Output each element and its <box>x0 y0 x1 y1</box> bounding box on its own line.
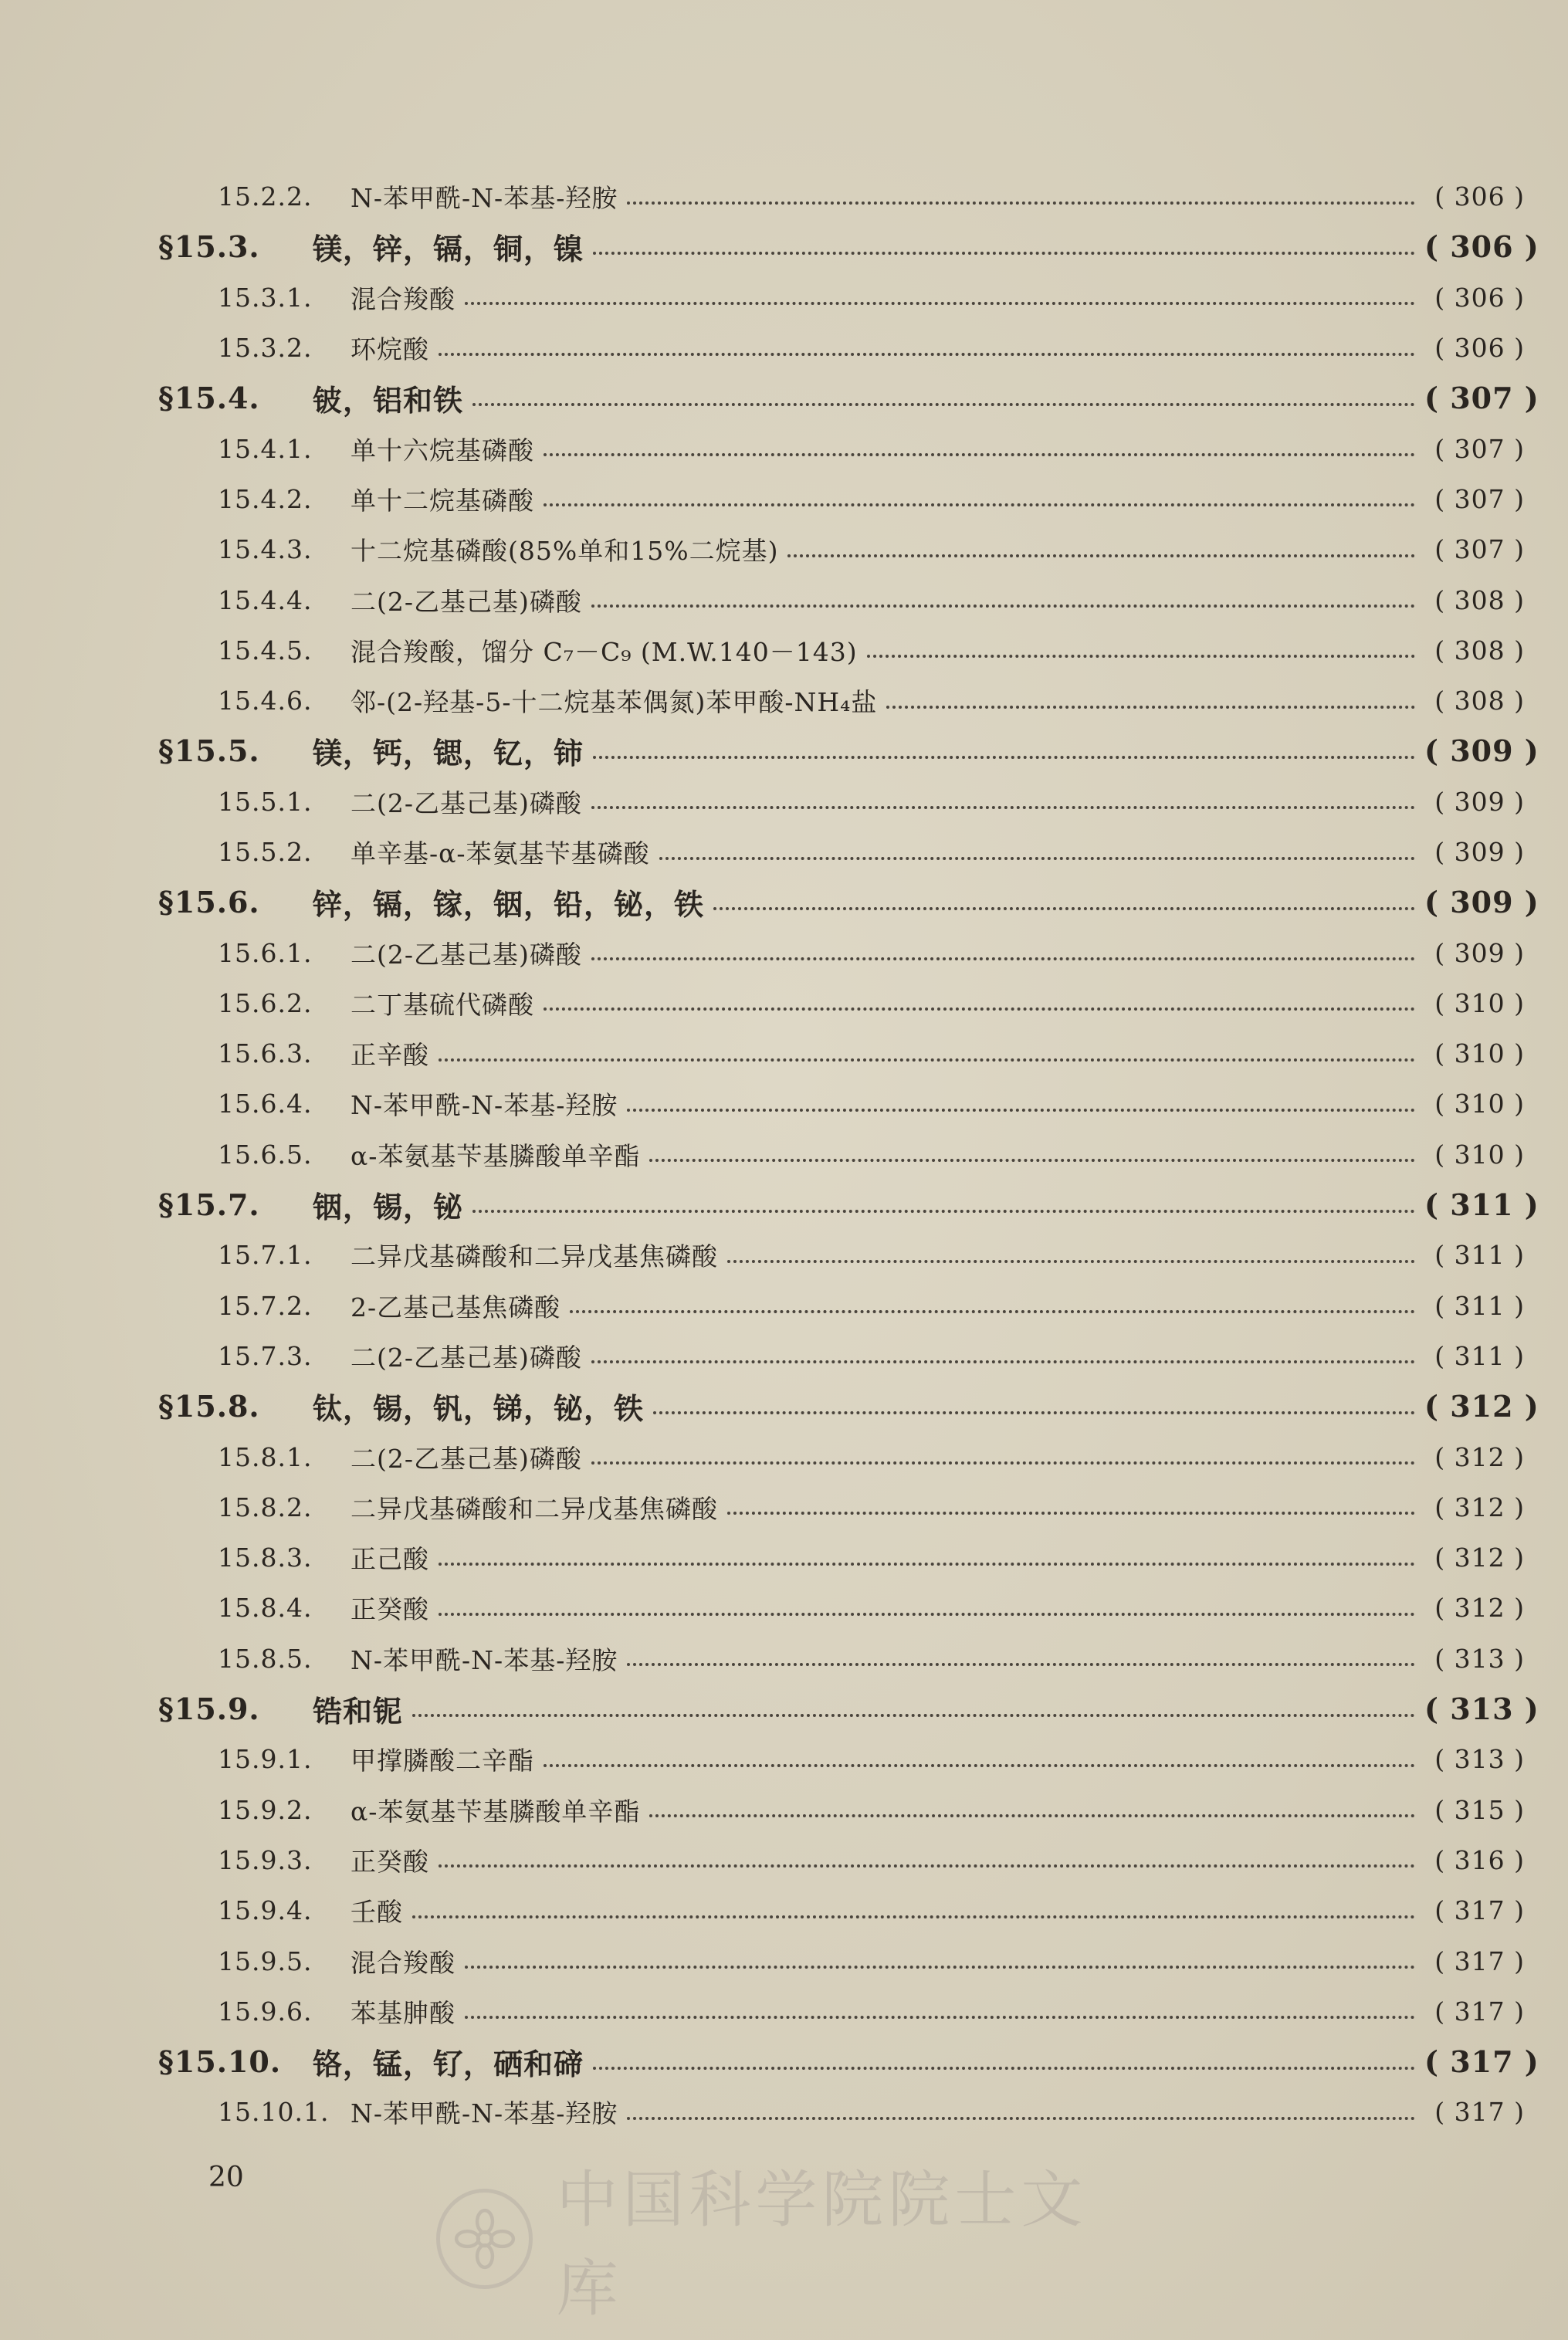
entry-number: 15.10.1. <box>218 2097 330 2128</box>
entry-number: 15.6.1. <box>218 937 313 968</box>
toc-section-entry <box>158 1180 1539 1230</box>
entry-title: N-苯甲酰-N-苯基-羟胺 <box>351 183 618 214</box>
entry-number: 15.8.3. <box>218 1543 313 1573</box>
toc-subsection-entry <box>158 323 1525 373</box>
dot-leader <box>627 201 1415 205</box>
entry-page-ref: ( 317 ) <box>1424 2044 1539 2080</box>
entry-title: 锌，镉，镓，铟，铅，铋，铁 <box>313 887 705 923</box>
entry-title: 环烷酸 <box>351 334 429 365</box>
entry-title: 单辛基-α-苯氨基苄基磷酸 <box>351 838 650 869</box>
toc-subsection-entry <box>158 1532 1525 1583</box>
toc-subsection-entry <box>158 171 1525 222</box>
toc-subsection-entry <box>158 524 1525 574</box>
entry-number: §15.10. <box>158 2044 282 2080</box>
dot-leader <box>886 706 1415 709</box>
dot-leader <box>439 1613 1415 1616</box>
entry-title: 正癸酸 <box>351 1846 429 1877</box>
entry-page-ref: ( 312 ) <box>1434 1441 1525 1472</box>
toc-subsection-entry <box>158 1785 1525 1835</box>
entry-page-ref: ( 311 ) <box>1434 1290 1525 1321</box>
entry-page-ref: ( 306 ) <box>1434 181 1525 212</box>
entry-title: N-苯甲酰-N-苯基-羟胺 <box>351 1090 618 1121</box>
entry-page-ref: ( 311 ) <box>1434 1240 1525 1271</box>
entry-number: 15.9.4. <box>218 1895 313 1926</box>
toc-subsection-entry <box>158 1028 1525 1079</box>
toc-subsection-entry <box>158 676 1525 726</box>
entry-number: 15.4.4. <box>218 584 313 615</box>
toc-subsection-entry <box>158 2087 1525 2137</box>
entry-page-ref: ( 310 ) <box>1434 1139 1525 1170</box>
toc-section-entry <box>158 222 1539 272</box>
entry-page-ref: ( 312 ) <box>1434 1492 1525 1522</box>
dot-leader <box>659 857 1415 860</box>
entry-page-ref: ( 312 ) <box>1434 1543 1525 1573</box>
toc-subsection-entry <box>158 1935 1525 1986</box>
dot-leader <box>593 756 1415 759</box>
dot-leader <box>472 1210 1415 1213</box>
toc-section-entry <box>158 2037 1539 2087</box>
entry-title: 混合羧酸 <box>351 283 455 314</box>
watermark-text: 中国科学院院士文库 <box>556 2164 1088 2325</box>
dot-leader <box>787 554 1415 557</box>
entry-page-ref: ( 306 ) <box>1434 333 1525 364</box>
toc-section-entry <box>158 877 1539 927</box>
entry-page-ref: ( 307 ) <box>1424 381 1539 416</box>
entry-number: 15.7.2. <box>218 1290 313 1321</box>
entry-page-ref: ( 308 ) <box>1434 635 1525 665</box>
dot-leader <box>591 1360 1415 1363</box>
toc-subsection-entry <box>158 1835 1525 1885</box>
toc-subsection-entry <box>158 1634 1525 1684</box>
dot-leader <box>593 252 1415 255</box>
toc-subsection-entry <box>158 1885 1525 1935</box>
toc-section-entry <box>158 1684 1539 1734</box>
dot-leader <box>570 1310 1415 1313</box>
entry-number: 15.5.2. <box>218 837 313 867</box>
entry-page-ref: ( 309 ) <box>1434 937 1525 968</box>
entry-page-ref: ( 313 ) <box>1434 1643 1525 1674</box>
entry-title: α-苯氨基苄基膦酸单辛酯 <box>351 1796 641 1827</box>
entry-number: §15.7. <box>158 1187 260 1223</box>
toc-subsection-entry <box>158 273 1525 323</box>
entry-number: 15.4.6. <box>218 686 313 716</box>
entry-title: 锆和铌 <box>313 1694 404 1729</box>
entry-title: 2-乙基己基焦磷酸 <box>351 1292 561 1322</box>
dot-leader <box>439 353 1415 356</box>
dot-leader <box>591 957 1415 960</box>
dot-leader <box>544 503 1415 506</box>
dot-leader <box>627 1109 1415 1112</box>
entry-title: 苯基胂酸 <box>351 1997 455 2028</box>
entry-number: 15.8.4. <box>218 1593 313 1624</box>
dot-leader <box>439 1864 1415 1868</box>
entry-number: 15.4.1. <box>218 433 313 464</box>
entry-page-ref: ( 317 ) <box>1434 1945 1525 1976</box>
entry-title: N-苯甲酰-N-苯基-羟胺 <box>351 1644 618 1675</box>
entry-title: 邻-(2-羟基-5-十二烷基苯偶氮)苯甲酸-NH₄盐 <box>351 687 878 718</box>
entry-number: 15.7.1. <box>218 1240 313 1271</box>
toc-subsection-entry <box>158 1079 1525 1129</box>
dot-leader <box>439 1058 1415 1062</box>
entry-title: 正辛酸 <box>351 1040 429 1071</box>
entry-title: 镁，钙，锶，钇，铈 <box>313 736 584 771</box>
toc-section-entry <box>158 726 1539 776</box>
entry-page-ref: ( 313 ) <box>1434 1744 1525 1775</box>
dot-leader <box>593 2067 1415 2070</box>
entry-page-ref: ( 307 ) <box>1434 483 1525 514</box>
entry-page-ref: ( 316 ) <box>1434 1844 1525 1875</box>
toc-subsection-entry <box>158 1986 1525 2037</box>
entry-title: 二(2-乙基己基)磷酸 <box>351 586 582 617</box>
toc-subsection-entry <box>158 1734 1525 1784</box>
entry-title: 单十二烷基磷酸 <box>351 485 534 516</box>
dot-leader <box>627 2117 1415 2120</box>
dot-leader <box>591 806 1415 809</box>
toc-section-entry <box>158 1381 1539 1431</box>
dot-leader <box>591 604 1415 608</box>
entry-page-ref: ( 311 ) <box>1434 1340 1525 1371</box>
dot-leader <box>465 302 1415 305</box>
entry-title: 钛，锡，钒，锑，铋，铁 <box>313 1391 645 1427</box>
dot-leader <box>412 1915 1415 1918</box>
toc-subsection-entry <box>158 1129 1525 1180</box>
entry-page-ref: ( 309 ) <box>1434 837 1525 867</box>
entry-number: §15.4. <box>158 381 260 416</box>
dot-leader <box>591 1461 1415 1465</box>
entry-number: 15.4.2. <box>218 483 313 514</box>
entry-title: 甲撑膦酸二辛酯 <box>351 1746 534 1776</box>
entry-title: 混合羧酸，馏分 C₇－C₉ (M.W.140－143) <box>351 636 858 667</box>
entry-number: §15.5. <box>158 733 260 769</box>
entry-page-ref: ( 306 ) <box>1424 229 1539 265</box>
entry-number: §15.9. <box>158 1692 260 1727</box>
entry-number: §15.3. <box>158 229 260 265</box>
entry-title: 二(2-乙基己基)磷酸 <box>351 787 582 818</box>
toc-subsection-entry <box>158 978 1525 1028</box>
entry-number: 15.8.1. <box>218 1441 313 1472</box>
entry-title: 铬，锰，钌，硒和碲 <box>313 2047 584 2082</box>
entry-number: 15.9.2. <box>218 1794 313 1825</box>
dot-leader <box>727 1512 1415 1515</box>
entry-number: 15.4.5. <box>218 635 313 665</box>
entry-page-ref: ( 315 ) <box>1434 1794 1525 1825</box>
toc-subsection-entry <box>158 1431 1525 1482</box>
entry-title: 十二烷基磷酸(85%单和15%二烷基) <box>351 536 779 567</box>
entry-number: 15.6.4. <box>218 1089 313 1119</box>
entry-page-ref: ( 311 ) <box>1424 1187 1539 1223</box>
toc-subsection-entry <box>158 1230 1525 1280</box>
dot-leader <box>627 1663 1415 1666</box>
table-of-contents <box>158 171 1539 2138</box>
academy-seal-icon <box>436 2189 533 2289</box>
toc-subsection-entry <box>158 1583 1525 1633</box>
entry-title: 镁，锌，镉，铜，镍 <box>313 232 584 267</box>
entry-title: 二(2-乙基己基)磷酸 <box>351 1443 582 1474</box>
dot-leader <box>544 1764 1415 1767</box>
entry-title: 混合羧酸 <box>351 1947 455 1978</box>
entry-number: 15.7.3. <box>218 1340 313 1371</box>
dot-leader <box>472 403 1415 406</box>
entry-page-ref: ( 309 ) <box>1434 786 1525 817</box>
toc-subsection-entry <box>158 574 1525 625</box>
entry-title: 二(2-乙基己基)磷酸 <box>351 939 582 970</box>
entry-number: 15.4.3. <box>218 534 313 565</box>
entry-number: 15.5.1. <box>218 786 313 817</box>
toc-subsection-entry <box>158 927 1525 977</box>
entry-title: 二(2-乙基己基)磷酸 <box>351 1342 582 1373</box>
entry-page-ref: ( 307 ) <box>1434 433 1525 464</box>
entry-number: 15.3.1. <box>218 282 313 313</box>
entry-page-ref: ( 310 ) <box>1434 1089 1525 1119</box>
entry-number: §15.8. <box>158 1389 260 1424</box>
entry-page-ref: ( 310 ) <box>1434 1038 1525 1069</box>
entry-page-ref: ( 306 ) <box>1434 282 1525 313</box>
page-number: 20 <box>208 2162 244 2193</box>
entry-page-ref: ( 312 ) <box>1424 1389 1539 1424</box>
entry-title: 壬酸 <box>351 1897 403 1928</box>
entry-number: 15.6.3. <box>218 1038 313 1069</box>
entry-page-ref: ( 307 ) <box>1434 534 1525 565</box>
entry-page-ref: ( 313 ) <box>1424 1692 1539 1727</box>
watermark <box>436 2164 1131 2325</box>
entry-page-ref: ( 317 ) <box>1434 2097 1525 2128</box>
dot-leader <box>649 1814 1415 1817</box>
entry-page-ref: ( 308 ) <box>1434 584 1525 615</box>
entry-number: 15.8.2. <box>218 1492 313 1522</box>
entry-number: 15.6.2. <box>218 987 313 1018</box>
entry-title: 铟，锡，铋 <box>313 1190 464 1225</box>
toc-subsection-entry <box>158 1281 1525 1331</box>
entry-title: α-苯氨基苄基膦酸单辛酯 <box>351 1140 641 1171</box>
toc-subsection-entry <box>158 1331 1525 1381</box>
entry-page-ref: ( 309 ) <box>1424 885 1539 920</box>
dot-leader <box>649 1159 1415 1162</box>
entry-number: 15.9.3. <box>218 1844 313 1875</box>
entry-number: 15.3.2. <box>218 333 313 364</box>
entry-page-ref: ( 317 ) <box>1434 1895 1525 1926</box>
entry-title: 正己酸 <box>351 1544 429 1575</box>
toc-subsection-entry <box>158 474 1525 524</box>
entry-title: 二丁基硫代磷酸 <box>351 989 534 1020</box>
toc-subsection-entry <box>158 777 1525 827</box>
toc-subsection-entry <box>158 827 1525 877</box>
entry-title: 二异戊基磷酸和二异戊基焦磷酸 <box>351 1493 718 1524</box>
entry-page-ref: ( 312 ) <box>1434 1593 1525 1624</box>
entry-page-ref: ( 310 ) <box>1434 987 1525 1018</box>
entry-page-ref: ( 317 ) <box>1434 1996 1525 2027</box>
dot-leader <box>544 453 1415 456</box>
entry-title: 铍，铝和铁 <box>313 383 464 418</box>
dot-leader <box>544 1007 1415 1011</box>
entry-number: 15.6.5. <box>218 1139 313 1170</box>
dot-leader <box>653 1411 1415 1414</box>
entry-title: N-苯甲酰-N-苯基-羟胺 <box>351 2098 618 2129</box>
dot-leader <box>465 1966 1415 1969</box>
entry-title: 单十六烷基磷酸 <box>351 435 534 466</box>
dot-leader <box>412 1714 1415 1717</box>
toc-subsection-entry <box>158 625 1525 676</box>
entry-number: 15.9.5. <box>218 1945 313 1976</box>
entry-title: 二异戊基磷酸和二异戊基焦磷酸 <box>351 1241 718 1272</box>
toc-subsection-entry <box>158 1482 1525 1532</box>
dot-leader <box>867 655 1415 658</box>
entry-page-ref: ( 309 ) <box>1424 733 1539 769</box>
entry-number: 15.2.2. <box>218 181 313 212</box>
toc-section-entry <box>158 373 1539 423</box>
entry-number: 15.8.5. <box>218 1643 313 1674</box>
dot-leader <box>439 1563 1415 1566</box>
dot-leader <box>713 907 1415 910</box>
entry-title: 正癸酸 <box>351 1594 429 1625</box>
dot-leader <box>727 1260 1415 1263</box>
entry-page-ref: ( 308 ) <box>1434 686 1525 716</box>
dot-leader <box>465 2016 1415 2019</box>
entry-number: 15.9.6. <box>218 1996 313 2027</box>
entry-number: §15.6. <box>158 885 260 920</box>
entry-number: 15.9.1. <box>218 1744 313 1775</box>
toc-subsection-entry <box>158 423 1525 473</box>
